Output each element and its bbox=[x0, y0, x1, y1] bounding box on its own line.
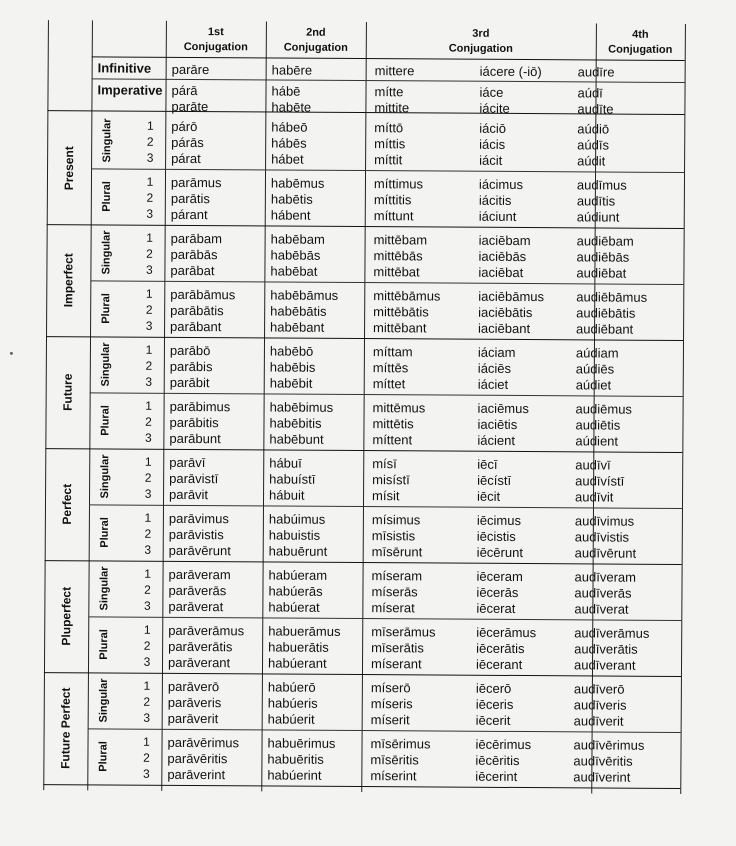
verb-form: audīvī bbox=[575, 457, 611, 473]
verb-form: audītis bbox=[576, 193, 616, 209]
verb-form: iēcístī bbox=[477, 472, 512, 488]
person-number: 1 bbox=[145, 398, 152, 413]
verb-form: audīverās bbox=[574, 585, 632, 601]
person-number: 1 bbox=[146, 230, 154, 245]
verb-form: audīverāmus bbox=[574, 625, 650, 641]
verb-form: parāmus bbox=[170, 174, 222, 191]
verb-form: parābis bbox=[169, 358, 213, 375]
verb-form: iaciētis bbox=[477, 416, 518, 432]
imperative-label: Imperative bbox=[97, 82, 163, 98]
verb-form: mīserāmus bbox=[371, 624, 436, 640]
person-number: 1 bbox=[143, 678, 151, 693]
verb-form: mīsērimus bbox=[370, 736, 431, 752]
number-label-plural: Plural bbox=[98, 629, 111, 660]
person-number: 3 bbox=[144, 486, 152, 501]
verb-form: iēcit bbox=[477, 488, 501, 504]
person-number: 2 bbox=[144, 470, 152, 485]
verb-form: habēbit bbox=[269, 375, 313, 391]
person-number: 3 bbox=[143, 710, 151, 725]
tense-label: Future bbox=[60, 373, 75, 411]
verb-form: habuistis bbox=[268, 527, 321, 543]
verb-form: habúeram bbox=[268, 567, 328, 583]
verb-form: mīsērunt bbox=[371, 544, 423, 560]
imperative-form: habēte bbox=[271, 99, 312, 115]
verb-form: habuístī bbox=[269, 471, 316, 487]
verb-form: iēcerit bbox=[475, 712, 511, 728]
verb-form: mísimus bbox=[371, 512, 421, 528]
verb-form: aúdīs bbox=[577, 137, 610, 153]
number-label-plural: Plural bbox=[100, 181, 113, 212]
verb-form: parābimus bbox=[169, 398, 231, 415]
verb-form: habúeris bbox=[267, 695, 318, 711]
verb-form: mittēmus bbox=[372, 400, 426, 416]
grid-vline bbox=[361, 22, 367, 792]
verb-form: habēbam bbox=[270, 231, 325, 247]
verb-form: habēbat bbox=[270, 263, 318, 279]
verb-form: iaciēmus bbox=[477, 400, 529, 417]
verb-form: parāvistī bbox=[169, 470, 219, 487]
header-conjugation-4 bbox=[596, 27, 685, 58]
verb-form: misístī bbox=[372, 472, 410, 488]
verb-form: mittēbās bbox=[373, 248, 423, 264]
verb-form: audīverātis bbox=[574, 641, 638, 657]
verb-form: iáciēs bbox=[477, 360, 512, 376]
header-line: Conjugation bbox=[608, 43, 673, 56]
verb-form: habēbant bbox=[270, 319, 325, 335]
verb-form: parāverāmus bbox=[168, 622, 245, 639]
verb-form: habúerat bbox=[268, 599, 320, 615]
verb-form: habuēritis bbox=[267, 751, 324, 767]
verb-form: habēbātis bbox=[270, 303, 327, 319]
verb-form: iēcī bbox=[477, 456, 498, 472]
verb-form: parāvērimus bbox=[167, 734, 240, 751]
verb-form: audīvēritis bbox=[573, 753, 633, 769]
verb-form: audīverant bbox=[573, 657, 636, 673]
verb-form: iáciunt bbox=[478, 208, 517, 224]
verb-form: audīverint bbox=[573, 769, 631, 785]
imperative-form: párā bbox=[171, 82, 198, 99]
verb-form: hábent bbox=[270, 207, 311, 223]
verb-form: parābātis bbox=[170, 302, 224, 319]
conjugation-table bbox=[25, 12, 726, 806]
verb-form: audīverat bbox=[574, 601, 629, 617]
number-label-singular: Singular bbox=[100, 230, 113, 275]
verb-form: iáciam bbox=[477, 344, 516, 360]
header-line: 4th bbox=[632, 28, 649, 41]
verb-form: hábuī bbox=[269, 455, 302, 471]
number-label-plural: Plural bbox=[100, 293, 113, 324]
person-number: 2 bbox=[146, 134, 154, 149]
number-label-singular: Singular bbox=[99, 454, 112, 499]
person-number: 2 bbox=[145, 358, 153, 373]
verb-form: iēceram bbox=[476, 568, 523, 585]
header-line: Conjugation bbox=[183, 40, 248, 54]
number-label-singular: Singular bbox=[99, 342, 112, 387]
verb-form: iácis bbox=[479, 136, 506, 152]
verb-form: habēbimus bbox=[269, 399, 334, 415]
person-number: 2 bbox=[143, 750, 150, 765]
verb-form: habuerāmus bbox=[268, 623, 341, 639]
verb-form: parāverō bbox=[167, 678, 220, 695]
verb-form: mīsistis bbox=[371, 528, 416, 544]
verb-form: míserint bbox=[370, 768, 417, 784]
verb-form: aúdit bbox=[577, 153, 606, 169]
grid-vline bbox=[161, 21, 167, 791]
header-conjugation-3 bbox=[366, 26, 596, 57]
verb-form: parāverant bbox=[167, 654, 231, 671]
verb-form: iēcērimus bbox=[475, 736, 532, 753]
verb-form: parābit bbox=[169, 374, 210, 391]
imperative-form: parāte bbox=[171, 98, 209, 115]
verb-form: parābam bbox=[170, 230, 222, 247]
verb-form: párant bbox=[170, 206, 208, 223]
imperative-form: mittite bbox=[374, 100, 410, 116]
verb-form: mittēbāmus bbox=[373, 288, 441, 304]
tense-label: Perfect bbox=[59, 483, 75, 525]
verb-form: iēcerat bbox=[476, 600, 516, 616]
verb-form: parābō bbox=[169, 342, 211, 359]
verb-form: habēbās bbox=[270, 247, 321, 263]
verb-form: iēcistis bbox=[476, 528, 516, 544]
imperative-form: iáce bbox=[479, 84, 504, 100]
verb-form: audiēbās bbox=[576, 249, 630, 265]
verb-form: habuērimus bbox=[267, 735, 336, 751]
tense-label: Present bbox=[61, 146, 77, 191]
verb-form: párō bbox=[171, 118, 198, 135]
person-number: 3 bbox=[142, 766, 150, 781]
verb-form: iaciēbam bbox=[478, 232, 531, 249]
verb-form: audīvimus bbox=[574, 513, 635, 529]
verb-form: iēcerō bbox=[475, 680, 512, 696]
verb-form: míserit bbox=[370, 712, 410, 728]
verb-form: míttit bbox=[374, 152, 403, 168]
verb-form: audīmus bbox=[576, 177, 627, 193]
verb-form: parāverātis bbox=[168, 638, 233, 655]
person-number: 3 bbox=[146, 206, 154, 221]
number-label-plural: Plural bbox=[99, 405, 112, 436]
header-line: 1st bbox=[207, 26, 224, 39]
verb-form: míttitis bbox=[373, 192, 412, 208]
person-number: 3 bbox=[144, 542, 152, 557]
verb-form: habēbitis bbox=[269, 415, 322, 431]
person-number: 2 bbox=[145, 414, 152, 429]
verb-form: mittēbat bbox=[373, 264, 420, 280]
verb-form: audīvērunt bbox=[574, 545, 637, 561]
person-number: 2 bbox=[145, 302, 153, 317]
verb-form: iēcērunt bbox=[476, 544, 524, 561]
person-number: 3 bbox=[143, 654, 151, 669]
header-conjugation-2 bbox=[266, 25, 366, 56]
verb-form: habúerās bbox=[268, 583, 323, 599]
verb-form: parāvērunt bbox=[168, 542, 231, 559]
verb-form: audīvistis bbox=[574, 529, 630, 545]
verb-form: mittēbam bbox=[373, 232, 428, 248]
person-number: 1 bbox=[145, 342, 153, 357]
verb-form: habētis bbox=[270, 191, 313, 207]
imperative-form: mítte bbox=[374, 84, 404, 100]
verb-form: mittēbant bbox=[373, 320, 427, 336]
verb-form: parāveris bbox=[167, 694, 222, 711]
grid-vline bbox=[87, 20, 93, 790]
verb-form: párās bbox=[171, 134, 204, 151]
verb-form: mīsēritis bbox=[370, 752, 419, 768]
person-number: 3 bbox=[145, 374, 153, 389]
verb-form: audīvit bbox=[575, 489, 614, 505]
number-label-plural: Plural bbox=[97, 741, 110, 772]
person-number: 3 bbox=[145, 318, 153, 333]
imperative-form: iácite bbox=[479, 100, 510, 116]
person-number: 2 bbox=[144, 526, 152, 541]
imperative-form: hábē bbox=[271, 83, 301, 99]
verb-form: parābat bbox=[170, 262, 215, 279]
person-number: 1 bbox=[144, 454, 152, 469]
infinitive-form: habēre bbox=[271, 62, 313, 78]
verb-form: iaciēbās bbox=[478, 248, 527, 265]
verb-form: iaciēbāmus bbox=[478, 288, 545, 305]
person-number: 3 bbox=[143, 598, 151, 613]
verb-form: hábuit bbox=[269, 487, 305, 503]
person-number: 2 bbox=[144, 582, 151, 597]
verb-form: audīveris bbox=[573, 697, 627, 713]
verb-form: aúdiō bbox=[577, 121, 610, 137]
person-number: 1 bbox=[145, 286, 153, 301]
verb-form: aúdiet bbox=[575, 377, 612, 393]
verb-form: iēceris bbox=[475, 696, 514, 712]
verb-form: parābāmus bbox=[170, 286, 236, 303]
person-number: 1 bbox=[143, 622, 151, 637]
person-number: 3 bbox=[145, 430, 152, 445]
verb-form: parāverās bbox=[168, 582, 227, 599]
verb-form: habúerint bbox=[267, 767, 322, 783]
verb-form: parāvī bbox=[169, 454, 206, 471]
verb-form: audiēbant bbox=[576, 321, 634, 337]
header-line: 2nd bbox=[306, 26, 326, 39]
verb-form: iēcerās bbox=[476, 584, 519, 600]
verb-form: iácient bbox=[477, 432, 516, 448]
person-number: 1 bbox=[146, 174, 154, 189]
verb-form: audīveram bbox=[574, 569, 637, 585]
number-label-singular: Singular bbox=[101, 118, 114, 163]
header-conjugation-1 bbox=[166, 25, 266, 56]
verb-form: mittēbātis bbox=[373, 304, 429, 320]
verb-form: mīserātis bbox=[371, 640, 424, 656]
verb-form: audiēbātis bbox=[576, 305, 636, 321]
verb-form: míseris bbox=[370, 696, 413, 712]
verb-form: míseram bbox=[371, 568, 423, 584]
verb-form: habēmus bbox=[270, 175, 325, 191]
verb-form: habēbō bbox=[269, 343, 314, 359]
header-line: Conjugation bbox=[283, 41, 348, 54]
verb-form: hábet bbox=[271, 151, 304, 167]
verb-form: parāverit bbox=[167, 710, 219, 727]
verb-form: iaciēbat bbox=[478, 264, 524, 281]
page-speck bbox=[10, 352, 13, 355]
infinitive-form: audīre bbox=[577, 64, 615, 80]
person-number: 2 bbox=[146, 246, 153, 261]
verb-form: audiēbam bbox=[576, 233, 634, 249]
infinitive-form: mittere bbox=[374, 63, 415, 79]
verb-form: iaciēbant bbox=[478, 320, 531, 337]
verb-form: parāveram bbox=[168, 566, 231, 583]
verb-form: parāvimus bbox=[168, 510, 229, 527]
verb-form: habúimus bbox=[268, 511, 326, 527]
verb-form: iēcerāmus bbox=[476, 624, 537, 641]
verb-form: míserō bbox=[370, 680, 411, 696]
person-number: 2 bbox=[143, 638, 151, 653]
verb-form: iaciēbātis bbox=[478, 304, 533, 321]
verb-form: mísī bbox=[372, 456, 397, 472]
verb-form: parāvistis bbox=[168, 526, 224, 543]
person-number: 3 bbox=[146, 150, 154, 165]
verb-form: míttis bbox=[374, 136, 406, 152]
verb-form: parāvit bbox=[169, 486, 209, 503]
person-number: 1 bbox=[144, 510, 152, 525]
grid-vline bbox=[680, 24, 686, 794]
verb-form: míttet bbox=[372, 376, 406, 392]
verb-form: iēcerātis bbox=[476, 640, 525, 657]
verb-form: míserant bbox=[370, 656, 422, 672]
header-line: Conjugation bbox=[448, 42, 513, 55]
verb-form: párat bbox=[171, 150, 201, 167]
grid-vline bbox=[43, 20, 49, 790]
verb-form: hábeō bbox=[271, 119, 308, 135]
number-label-singular: Singular bbox=[97, 678, 110, 723]
verb-form: iácitis bbox=[478, 192, 512, 208]
person-number: 3 bbox=[146, 262, 153, 277]
verb-form: habúerō bbox=[267, 679, 316, 695]
verb-form: hábēs bbox=[271, 135, 307, 151]
verb-form: míttimus bbox=[373, 176, 424, 192]
person-number: 1 bbox=[146, 118, 154, 133]
verb-form: habēbāmus bbox=[270, 287, 339, 303]
verb-form: audīvērimus bbox=[573, 737, 645, 753]
verb-form: iēcimus bbox=[476, 512, 522, 529]
verb-form: míserat bbox=[371, 600, 415, 616]
infinitive-label: Infinitive bbox=[97, 60, 152, 76]
person-number: 2 bbox=[146, 190, 154, 205]
verb-form: mittētis bbox=[372, 416, 414, 432]
verb-form: audīverō bbox=[573, 681, 625, 697]
verb-form: audiēbāmus bbox=[576, 289, 648, 305]
verb-form: habuērunt bbox=[268, 543, 328, 559]
tense-label: Future Perfect bbox=[58, 687, 73, 769]
verb-form: aúdiēs bbox=[575, 361, 615, 377]
verb-form: audiētis bbox=[575, 417, 621, 433]
verb-form: parātis bbox=[170, 190, 210, 207]
verb-form: audīvístī bbox=[575, 473, 625, 489]
verb-form: habúerit bbox=[267, 711, 315, 727]
verb-form: audiēmus bbox=[575, 401, 633, 417]
tense-label: Pluperfect bbox=[59, 586, 74, 646]
verb-form: habuerātis bbox=[268, 639, 329, 655]
verb-form: parābās bbox=[170, 246, 218, 263]
verb-form: iēcerant bbox=[475, 656, 523, 673]
infinitive-form: parāre bbox=[171, 61, 210, 78]
verb-form: aúdiunt bbox=[576, 209, 620, 225]
tense-label: Imperfect bbox=[61, 253, 76, 308]
verb-form: iáciō bbox=[479, 120, 507, 136]
verb-form: mísit bbox=[372, 488, 400, 504]
verb-form: habēbis bbox=[269, 359, 316, 375]
verb-form: míttō bbox=[374, 120, 404, 136]
verb-form: iácimus bbox=[478, 176, 524, 193]
verb-form: parābunt bbox=[169, 430, 221, 447]
verb-form: parābant bbox=[170, 318, 222, 335]
header-line: 3rd bbox=[472, 27, 490, 40]
verb-form: aúdient bbox=[575, 433, 619, 449]
person-number: 1 bbox=[144, 566, 151, 581]
verb-form: parāverint bbox=[167, 766, 226, 783]
verb-form: audiēbat bbox=[576, 265, 627, 281]
verb-form: iēcerint bbox=[475, 768, 518, 784]
verb-form: míserās bbox=[371, 584, 418, 600]
number-label-plural: Plural bbox=[98, 517, 111, 548]
verb-form: iēcēritis bbox=[475, 752, 520, 769]
verb-form: parāverat bbox=[168, 598, 224, 615]
person-number: 2 bbox=[143, 694, 151, 709]
verb-form: iáciet bbox=[477, 376, 509, 392]
verb-form: habúerant bbox=[267, 655, 327, 671]
verb-form: audīverit bbox=[573, 713, 624, 729]
verb-form: aúdiam bbox=[575, 345, 619, 361]
verb-form: parāvēritis bbox=[167, 750, 228, 767]
verb-form: míttēs bbox=[372, 360, 409, 376]
number-label-singular: Singular bbox=[98, 566, 111, 611]
imperative-form: audīte bbox=[577, 101, 614, 117]
verb-form: iácit bbox=[479, 152, 503, 168]
verb-form: habēbunt bbox=[269, 431, 324, 447]
verb-form: míttam bbox=[372, 344, 413, 360]
imperative-form: aúdī bbox=[577, 85, 603, 101]
grid-vline bbox=[261, 21, 267, 791]
verb-form: míttent bbox=[372, 432, 413, 448]
verb-form: míttunt bbox=[373, 208, 414, 224]
verb-form: parābitis bbox=[169, 414, 219, 431]
infinitive-form: iácere (-iō) bbox=[479, 63, 542, 80]
person-number: 1 bbox=[143, 734, 150, 749]
